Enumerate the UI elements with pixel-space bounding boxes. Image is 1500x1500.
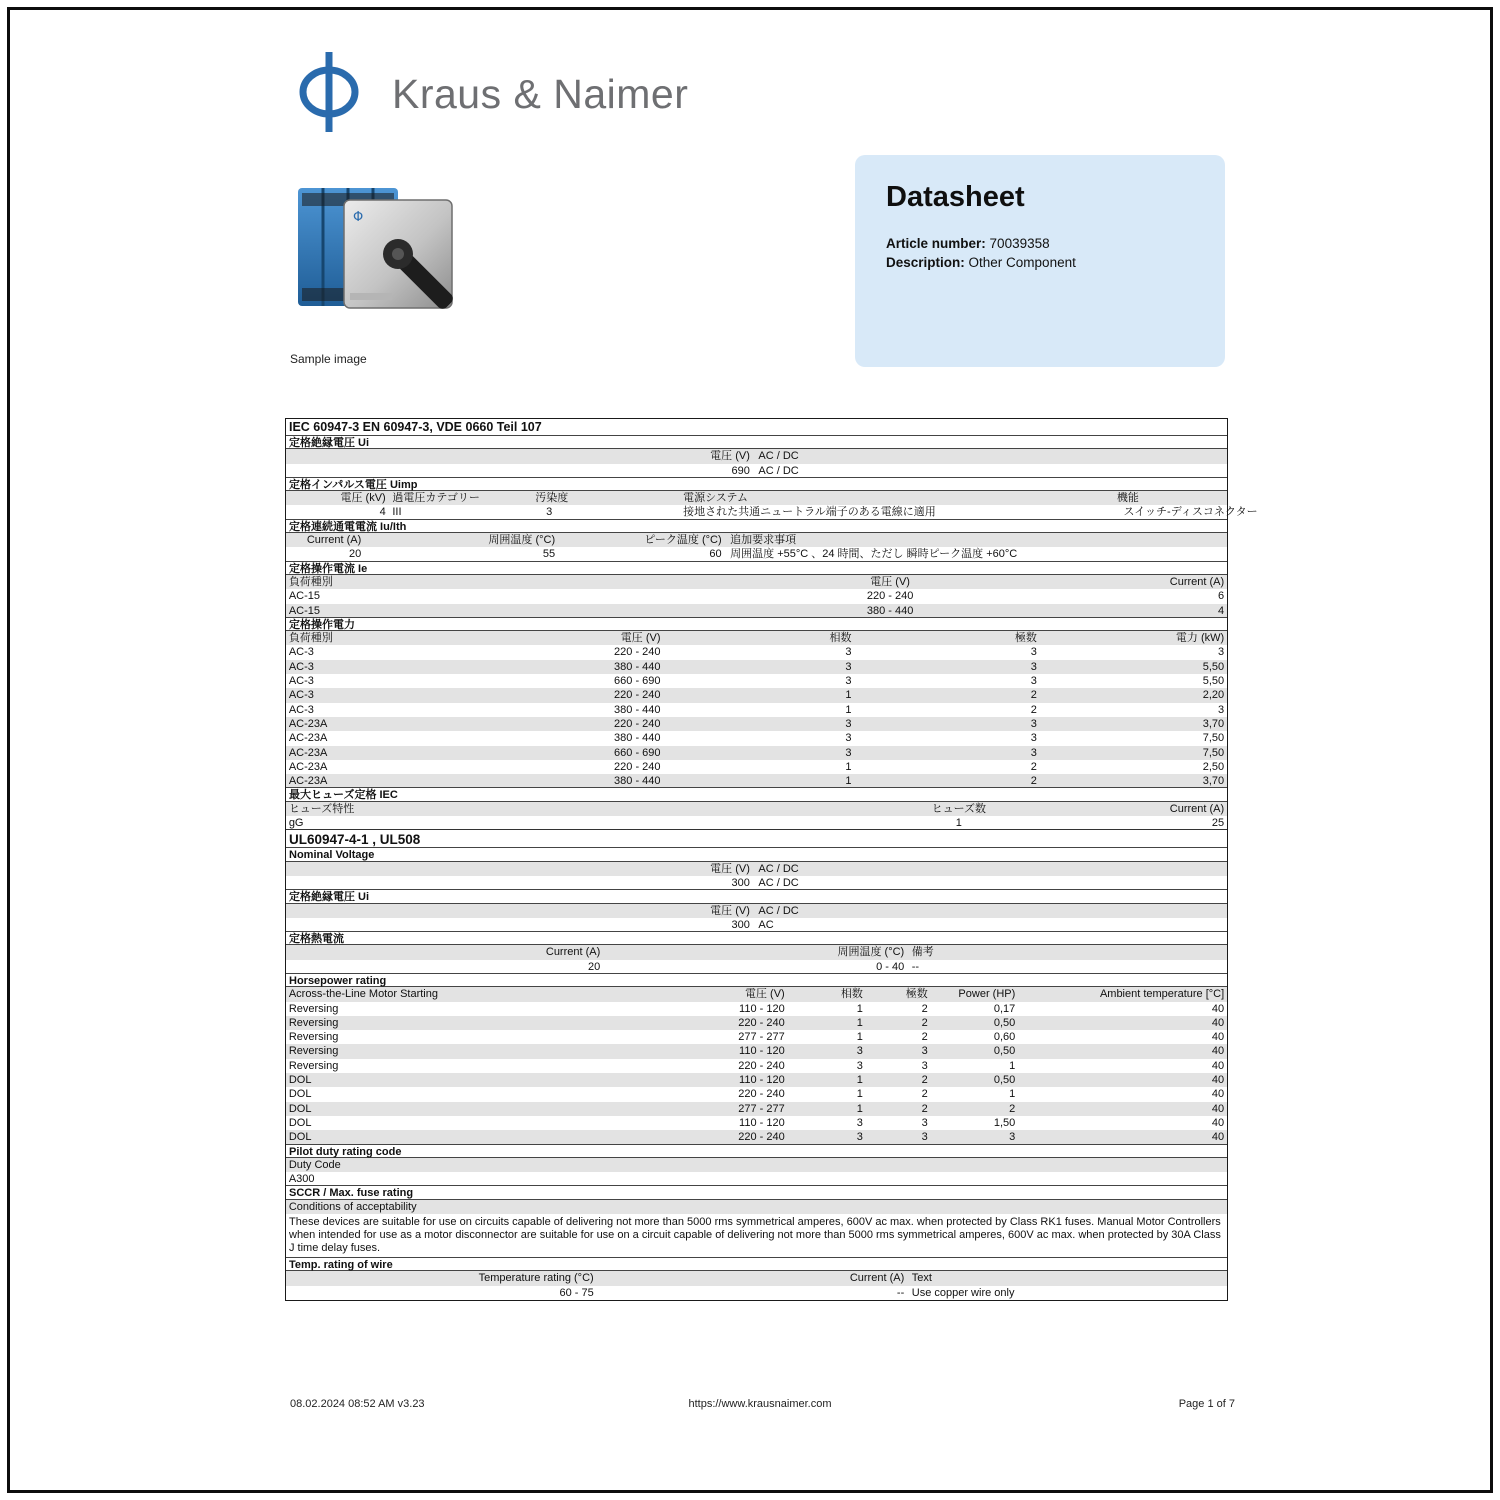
spec-cell: 110 - 120 — [739, 1074, 785, 1087]
spec-cell: 660 - 690 — [614, 746, 661, 759]
spec-row — [286, 575, 1227, 589]
spec-cell: 3 — [921, 1045, 928, 1058]
spec-row — [286, 1158, 1227, 1172]
spec-cell: 3 — [845, 746, 852, 759]
spec-cell: Across-the-Line Motor Starting — [288, 988, 438, 1001]
spec-cell: ピーク温度 (°C) — [644, 534, 722, 547]
spec-cell: 2 — [921, 1088, 928, 1101]
spec-cell: 40 — [1211, 1074, 1225, 1087]
spec-cell: 周囲温度 (°C) — [488, 534, 556, 547]
spec-cell: 380 - 440 — [866, 604, 914, 617]
spec-cell: 2 — [921, 1102, 928, 1115]
spec-cell: III — [392, 506, 402, 519]
spec-cell: 2 — [1030, 760, 1037, 773]
spec-cell: 3 — [845, 646, 852, 659]
spec-row — [286, 717, 1227, 731]
spec-cell: 1 — [1009, 1059, 1016, 1072]
spec-cell: 277 - 277 — [738, 1102, 785, 1115]
section-title: 定格操作電力 — [286, 617, 1227, 631]
spec-cell: DOL — [288, 1088, 312, 1101]
spec-cell: 追加要求事項 — [730, 534, 797, 547]
spec-cell: 220 - 240 — [614, 689, 661, 702]
spec-row — [286, 816, 1227, 830]
spec-cell: 2 — [921, 1031, 928, 1044]
spec-cell: 40 — [1211, 1116, 1225, 1129]
spec-cell: 1 — [845, 775, 852, 788]
spec-cell: 1 — [856, 1002, 863, 1015]
spec-cell: 220 - 240 — [614, 646, 661, 659]
spec-row — [286, 918, 1227, 932]
spec-row — [286, 1002, 1227, 1016]
spec-cell: 5,50 — [1202, 675, 1225, 688]
spec-cell: 1 — [856, 1016, 863, 1029]
spec-cell: 2 — [1030, 689, 1037, 702]
spec-cell: 3 — [921, 1116, 928, 1129]
spec-row — [286, 449, 1227, 463]
spec-cell: A300 — [288, 1173, 315, 1186]
spec-row — [286, 631, 1227, 645]
spec-cell: 2,20 — [1202, 689, 1225, 702]
spec-cell: 380 - 440 — [614, 775, 661, 788]
footer-page-number: Page 1 of 7 — [1178, 1398, 1235, 1410]
section-title: 定格絶縁電圧 Ui — [286, 889, 1227, 903]
spec-cell: AC-3 — [288, 703, 314, 716]
spec-cell: 3 — [1030, 660, 1037, 673]
spec-cell: 220 - 240 — [738, 1059, 785, 1072]
spec-row — [286, 533, 1227, 547]
spec-row — [286, 945, 1227, 959]
footer-url[interactable]: https://www.krausnaimer.com — [688, 1398, 832, 1410]
spec-cell: Reversing — [288, 1045, 339, 1058]
spec-row — [286, 491, 1227, 505]
spec-cell: 690 — [731, 464, 750, 477]
spec-cell: 220 - 240 — [614, 760, 661, 773]
spec-row — [286, 703, 1227, 717]
spec-cell: Reversing — [288, 1059, 339, 1072]
spec-cell: Reversing — [288, 1002, 339, 1015]
spec-cell: gG — [288, 817, 304, 830]
spec-cell: 電圧 (V) — [620, 632, 661, 645]
spec-row — [286, 604, 1227, 618]
spec-cell: 20 — [349, 548, 362, 561]
spec-cell: Current (A) — [545, 946, 601, 959]
spec-row — [286, 1059, 1227, 1073]
footer — [285, 1398, 1235, 1414]
spec-cell: Power (HP) — [958, 988, 1016, 1001]
section-title: Horsepower rating — [286, 973, 1227, 987]
spec-row — [286, 1214, 1227, 1258]
spec-cell: 110 - 120 — [739, 1045, 785, 1058]
spec-cell: 1 — [856, 1031, 863, 1044]
section-title: 定格熱電流 — [286, 931, 1227, 945]
spec-cell: 電力 (kW) — [1175, 632, 1225, 645]
spec-cell: 1 — [845, 760, 852, 773]
spec-cell: 3 — [845, 732, 852, 745]
spec-cell: 5,50 — [1202, 660, 1225, 673]
spec-cell: AC / DC — [758, 876, 799, 889]
spec-table — [285, 418, 1258, 1301]
spec-row — [286, 1102, 1227, 1116]
spec-cell: 周囲温度 (°C) — [837, 946, 905, 959]
spec-cell: 2 — [921, 1016, 928, 1029]
spec-cell: 40 — [1211, 1002, 1225, 1015]
spec-cell: 3 — [921, 1059, 928, 1072]
spec-cell: Current (A) — [306, 534, 362, 547]
spec-cell: 電圧 (V) — [870, 575, 910, 588]
spec-cell: 相数 — [829, 632, 852, 645]
section-title: 定格操作電流 Ie — [286, 561, 1227, 575]
spec-cell: 1 — [856, 1102, 863, 1115]
section-title: 定格絶縁電圧 Ui — [286, 435, 1227, 449]
spec-cell: ヒューズ特性 — [288, 802, 355, 815]
spec-cell: 60 — [709, 548, 722, 561]
spec-row — [286, 589, 1227, 603]
spec-cell: AC / DC — [758, 904, 799, 917]
spec-row — [286, 660, 1227, 674]
spec-cell: 220 - 240 — [614, 717, 661, 730]
spec-cell: 3 — [1218, 703, 1225, 716]
spec-cell: 380 - 440 — [614, 732, 661, 745]
spec-cell: 3 — [856, 1045, 863, 1058]
spec-cell: 2 — [1030, 703, 1037, 716]
spec-cell: 380 - 440 — [614, 660, 661, 673]
spec-cell: AC / DC — [758, 464, 799, 477]
spec-row — [286, 645, 1227, 659]
spec-cell: Conditions of acceptability — [288, 1200, 417, 1213]
spec-row — [286, 960, 1227, 974]
article-number-label: Article number: — [886, 236, 986, 251]
spec-cell: 4 — [379, 506, 386, 519]
spec-cell: 2 — [1030, 775, 1037, 788]
spec-row — [286, 1172, 1227, 1186]
spec-cell: 110 - 120 — [739, 1116, 785, 1129]
spec-cell: 110 - 120 — [739, 1002, 785, 1015]
spec-cell: DOL — [288, 1074, 312, 1087]
spec-row — [286, 987, 1227, 1001]
spec-cell: 25 — [1211, 817, 1225, 830]
spec-cell: 1,50 — [993, 1116, 1016, 1129]
spec-cell: 電圧 (V) — [710, 862, 750, 875]
spec-cell: AC-3 — [288, 646, 314, 659]
spec-cell: AC-3 — [288, 660, 314, 673]
spec-row — [286, 904, 1227, 918]
article-number-value: 70039358 — [989, 236, 1050, 251]
spec-cell: AC-3 — [288, 675, 314, 688]
spec-cell: 7,50 — [1202, 732, 1225, 745]
spec-cell: 3 — [1030, 746, 1037, 759]
spec-cell: AC-3 — [288, 689, 314, 702]
spec-cell: Current (A) — [1169, 575, 1225, 588]
spec-cell: 3 — [845, 660, 852, 673]
spec-cell: 3 — [1218, 646, 1225, 659]
spec-cell: 3 — [1009, 1131, 1016, 1144]
brand — [292, 50, 688, 139]
footer-timestamp: 08.02.2024 08:52 AM v3.23 — [290, 1398, 425, 1410]
spec-cell: 1 — [845, 689, 852, 702]
svg-text:Φ: Φ — [353, 210, 364, 225]
spec-cell: 3 — [856, 1059, 863, 1072]
spec-cell: 負荷種別 — [288, 632, 333, 645]
spec-cell: 0,50 — [993, 1074, 1016, 1087]
spec-cell: AC-23A — [288, 717, 328, 730]
spec-cell: 機能 — [1116, 492, 1139, 505]
spec-cell: 380 - 440 — [614, 703, 661, 716]
spec-cell: 1 — [856, 1074, 863, 1087]
sample-image-caption: Sample image — [290, 352, 367, 366]
spec-cell: Reversing — [288, 1031, 339, 1044]
spec-cell: 0,50 — [993, 1016, 1016, 1029]
spec-cell: 40 — [1211, 1059, 1225, 1072]
spec-row — [286, 1271, 1227, 1285]
spec-cell: 0,50 — [993, 1045, 1016, 1058]
spec-cell: Temperature rating (°C) — [478, 1272, 594, 1285]
spec-cell: Ambient temperature [°C] — [1099, 988, 1225, 1001]
spec-cell: 過電圧カテゴリー — [392, 492, 480, 505]
spec-cell: Duty Code — [288, 1158, 341, 1171]
description-label: Description: — [886, 255, 965, 270]
spec-cell: 汚染度 — [535, 492, 569, 505]
spec-cell: AC — [758, 918, 774, 931]
spec-cell: 660 - 690 — [614, 675, 661, 688]
spec-cell: Current (A) — [1169, 802, 1225, 815]
spec-row — [286, 464, 1227, 478]
spec-cell: 220 - 240 — [738, 1131, 785, 1144]
spec-cell: 1 — [955, 817, 962, 830]
spec-cell: 277 - 277 — [738, 1031, 785, 1044]
phi-logo-icon — [292, 50, 366, 139]
spec-cell: DOL — [288, 1131, 312, 1144]
spec-cell: 40 — [1211, 1016, 1225, 1029]
section-title: Temp. rating of wire — [286, 1257, 1227, 1271]
spec-cell: AC-15 — [288, 604, 320, 617]
spec-row — [286, 674, 1227, 688]
spec-cell: Current (A) — [849, 1272, 905, 1285]
spec-row — [286, 774, 1227, 788]
spec-cell: 1 — [845, 703, 852, 716]
spec-cell: 極数 — [1014, 632, 1037, 645]
spec-cell: 電源システム — [683, 492, 748, 505]
spec-cell: 6 — [1218, 590, 1225, 603]
spec-cell: 3 — [1030, 675, 1037, 688]
spec-cell: 電圧 (V) — [710, 450, 750, 463]
spec-cell: 7,50 — [1202, 746, 1225, 759]
spec-row — [286, 876, 1227, 890]
spec-cell: 60 - 75 — [559, 1286, 594, 1299]
spec-cell: スイッチ-ディスコネクター — [1123, 506, 1258, 519]
spec-cell: -- — [896, 1286, 905, 1299]
section-title: Nominal Voltage — [286, 847, 1227, 861]
spec-cell: 電圧 (kV) — [340, 492, 386, 505]
spec-cell: 1 — [856, 1088, 863, 1101]
spec-cell: 周囲温度 +55°C 、24 時間、ただし 瞬時ピーク温度 +60°C — [730, 548, 1018, 561]
spec-row — [286, 1087, 1227, 1101]
section-title: 定格連続通電電流 Iu/Ith — [286, 519, 1227, 533]
section-title: Pilot duty rating code — [286, 1144, 1227, 1158]
spec-cell: 3 — [1030, 732, 1037, 745]
spec-cell: 3 — [856, 1131, 863, 1144]
spec-row — [286, 802, 1227, 816]
description-line — [886, 253, 1225, 272]
spec-row — [286, 1016, 1227, 1030]
spec-cell: 55 — [542, 548, 556, 561]
spec-cell: AC-23A — [288, 732, 328, 745]
spec-cell: 0,17 — [993, 1002, 1016, 1015]
spec-cell: 3 — [921, 1131, 928, 1144]
spec-row — [286, 862, 1227, 876]
spec-row — [286, 1073, 1227, 1087]
spec-row — [286, 1116, 1227, 1130]
spec-row — [286, 1286, 1227, 1300]
spec-row — [286, 688, 1227, 702]
spec-row — [286, 505, 1258, 519]
spec-cell: 3,70 — [1202, 717, 1225, 730]
spec-row — [286, 547, 1227, 561]
spec-cell: AC-15 — [288, 590, 320, 603]
spec-cell: 3 — [1030, 717, 1037, 730]
spec-cell: 40 — [1211, 1088, 1225, 1101]
spec-cell: 極数 — [905, 988, 928, 1001]
spec-cell: AC-23A — [288, 746, 328, 759]
spec-cell: 1 — [1009, 1088, 1016, 1101]
spec-cell: 2 — [921, 1002, 928, 1015]
spec-cell: Text — [911, 1272, 932, 1285]
table-header-ul: UL60947-4-1 , UL508 — [286, 829, 1227, 848]
spec-cell: 備考 — [911, 946, 934, 959]
spec-cell: 負荷種別 — [288, 575, 333, 588]
spec-cell: DOL — [288, 1102, 312, 1115]
section-title: 最大ヒューズ定格 IEC — [286, 787, 1227, 801]
section-title: SCCR / Max. fuse rating — [286, 1185, 1227, 1199]
spec-cell: -- — [911, 960, 920, 973]
spec-cell: AC-23A — [288, 775, 328, 788]
spec-cell: 4 — [1218, 604, 1225, 617]
spec-cell: 0,60 — [993, 1031, 1016, 1044]
spec-cell: 2,50 — [1202, 760, 1225, 773]
spec-cell: 40 — [1211, 1045, 1225, 1058]
brand-name: Kraus & Naimer — [392, 71, 689, 117]
spec-cell: 40 — [1211, 1131, 1225, 1144]
product-image — [286, 160, 476, 346]
spec-cell: 220 - 240 — [738, 1016, 785, 1029]
table-header-iec: IEC 60947-3 EN 60947-3, VDE 0660 Teil 107 — [286, 419, 1227, 436]
spec-cell: AC / DC — [758, 862, 799, 875]
section-title: 定格インパルス電圧 Uimp — [286, 477, 1227, 491]
spec-cell: 3 — [856, 1116, 863, 1129]
spec-cell: 電圧 (V) — [744, 988, 785, 1001]
spec-cell: 3,70 — [1202, 775, 1225, 788]
spec-cell: 3 — [845, 675, 852, 688]
spec-row — [286, 746, 1227, 760]
article-number-line — [886, 234, 1225, 253]
spec-cell: 2 — [1009, 1102, 1016, 1115]
spec-cell: 3 — [546, 506, 553, 519]
spec-cell: AC / DC — [758, 450, 799, 463]
spec-cell: 300 — [731, 918, 750, 931]
spec-row — [286, 1200, 1227, 1214]
spec-cell: 220 - 240 — [738, 1088, 785, 1101]
spec-cell: 0 - 40 — [876, 960, 905, 973]
spec-row — [286, 1130, 1227, 1144]
spec-cell: ヒューズ数 — [931, 802, 987, 815]
spec-cell: 電圧 (V) — [710, 904, 750, 917]
spec-cell: DOL — [288, 1116, 312, 1129]
spec-cell: These devices are suitable for use on circuits capable of delivering not more than 5000 rms symmetrical amperes, 600V ac max. when protected by Class RK1 fuses. Manual Motor Controllers when intended for use as a motor disconnector are suitable for use on a circuit capable of delivering not more than 5000 rms symmetrical amperes, 600V ac max. when protected by 30A Class J time delay fuses. — [289, 1216, 1221, 1255]
spec-cell: Reversing — [288, 1016, 339, 1029]
spec-cell: 相数 — [840, 988, 863, 1001]
spec-cell: 接地された共通ニュートラル端子のある電線に適用 — [683, 506, 936, 519]
datasheet-title: Datasheet — [886, 181, 1025, 213]
description-value: Other Component — [968, 255, 1076, 270]
spec-row — [286, 1030, 1227, 1044]
spec-cell: AC-23A — [288, 760, 328, 773]
spec-cell: 220 - 240 — [866, 590, 914, 603]
spec-cell: 40 — [1211, 1102, 1225, 1115]
spec-cell: 3 — [1030, 646, 1037, 659]
datasheet-card — [855, 155, 1225, 367]
spec-cell: 40 — [1211, 1031, 1225, 1044]
spec-cell: 2 — [921, 1074, 928, 1087]
spec-row — [286, 760, 1227, 774]
spec-row — [286, 731, 1227, 745]
spec-cell: 300 — [731, 876, 750, 889]
spec-cell: 3 — [845, 717, 852, 730]
spec-cell: Use copper wire only — [911, 1286, 1015, 1299]
spec-row — [286, 1044, 1227, 1058]
spec-cell: 20 — [588, 960, 601, 973]
